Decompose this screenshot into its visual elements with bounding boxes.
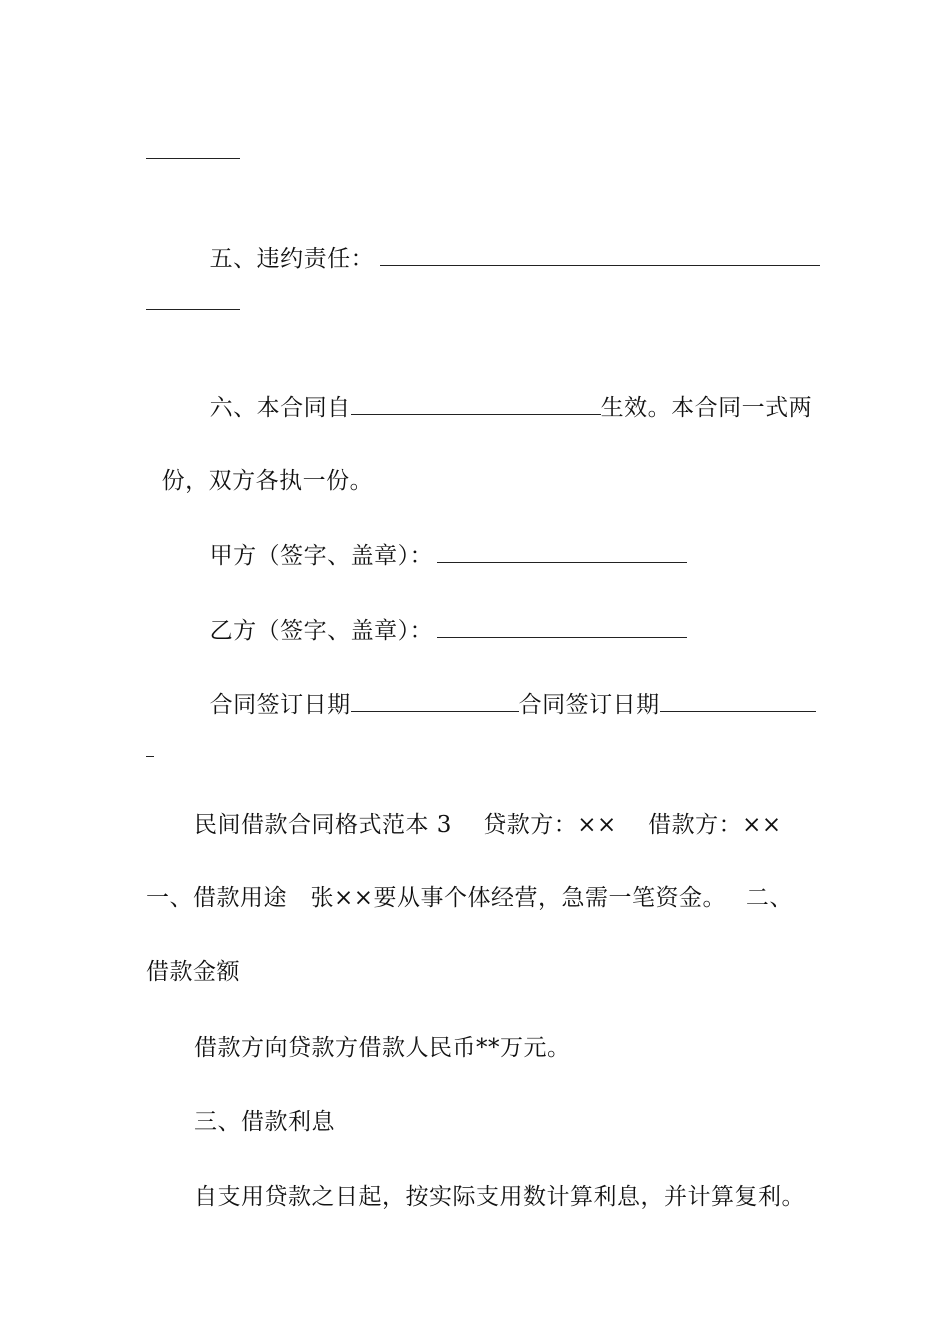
sign-date-blank-continuation (146, 756, 154, 757)
sign-date-blank-2 (660, 689, 816, 712)
clause-6-cont-text: 份，双方各执一份。 (161, 468, 374, 494)
effective-date-blank (351, 392, 601, 415)
clause-6-continuation (146, 436, 373, 496)
party-b-signature-blank (437, 615, 687, 638)
sign-date-blank-1 (351, 689, 519, 712)
clause-5-blank (380, 243, 820, 266)
clause-6-part1: 六、本合同自 (209, 395, 351, 421)
interest-text: 自支用贷款之日起，按实际支用数计算利息，并计算复利。 (194, 1184, 805, 1210)
party-b-label: 乙方（签字、盖章）： (209, 618, 434, 644)
purpose-line: 一、借款用途 张××要从事个体经营，急需一笔资金。 二、 (146, 885, 793, 911)
clause-5-blank-continuation (146, 309, 240, 310)
party-a-line (194, 510, 687, 571)
sign-date-label-2: 合同签订日期 (518, 692, 660, 718)
party-b-line (194, 585, 687, 646)
clause-5-line (194, 213, 820, 274)
amount-label: 借款金额 (146, 959, 240, 985)
sign-date-line (194, 659, 816, 720)
party-a-signature-blank (437, 540, 687, 563)
blank-line-continuation-top (146, 158, 240, 159)
clause-6-part2: 生效。本合同一式两 (600, 395, 813, 421)
party-a-label: 甲方（签字、盖章）： (209, 543, 434, 569)
clause-5-label: 五、违约责任： (209, 246, 375, 272)
amount-text: 借款方向贷款方借款人民币**万元。 (194, 1035, 571, 1061)
interest-label: 三、借款利息 (194, 1109, 335, 1135)
template-header: 民间借款合同格式范本 3 贷款方：×× 借款方：×× (194, 812, 782, 838)
clause-6-line (194, 362, 812, 423)
sign-date-label-1: 合同签订日期 (209, 692, 351, 718)
